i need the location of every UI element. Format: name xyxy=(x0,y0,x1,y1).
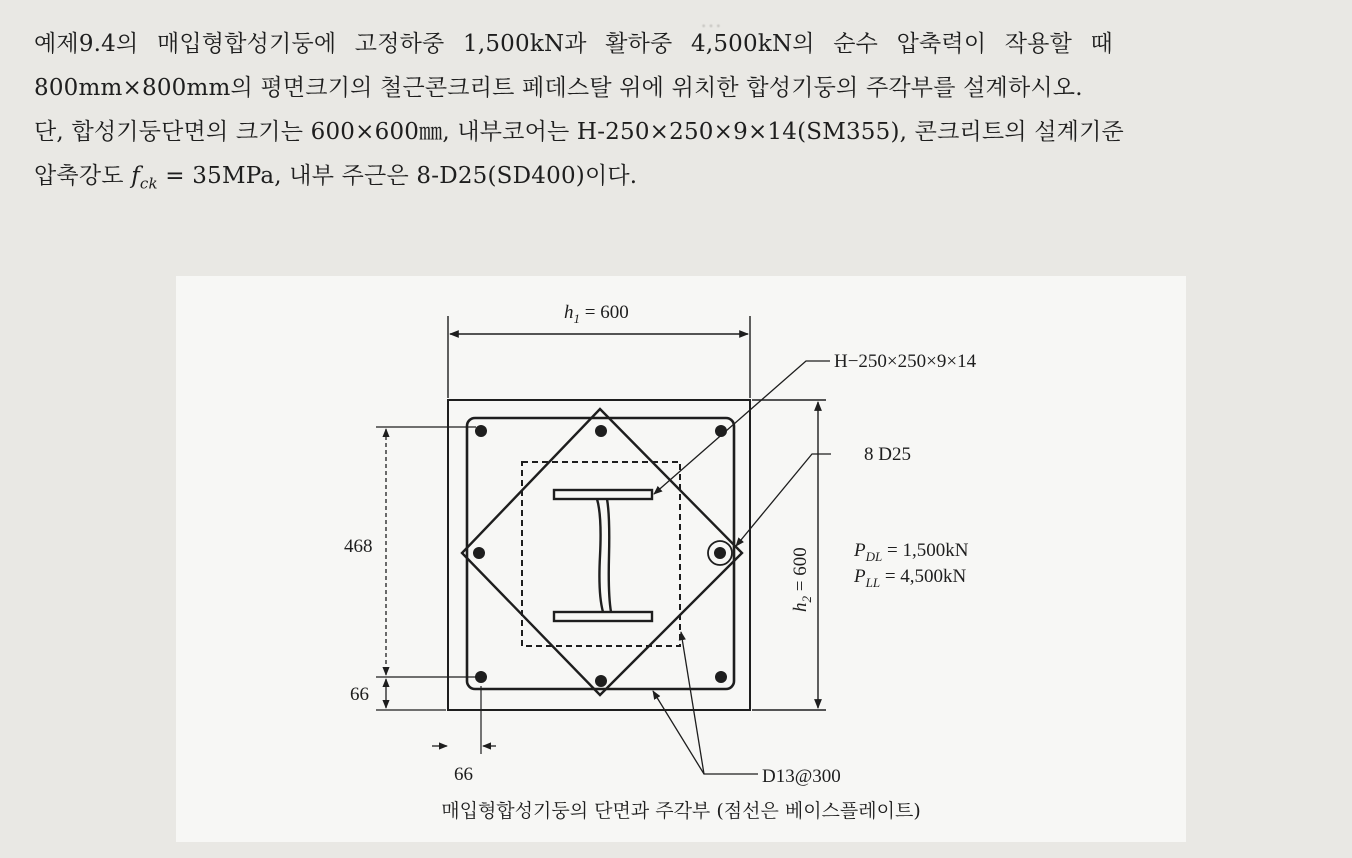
label-h-section: H−250×250×9×14 xyxy=(834,351,977,372)
load-dl-label: $P_{DL} = 1,500kN$ xyxy=(854,540,969,564)
label-ties: D13@300 xyxy=(762,766,841,787)
column-section-drawing xyxy=(176,276,1186,842)
h-section-core xyxy=(554,490,652,621)
rebar xyxy=(475,671,487,683)
dim-h2-label: $h_2 = 600$ xyxy=(790,547,814,612)
dim-66-left-label: 66 xyxy=(350,684,369,705)
rebar xyxy=(595,675,607,687)
show-through-text: … xyxy=(700,8,722,33)
rebar xyxy=(595,425,607,437)
figure-panel xyxy=(176,276,1186,842)
problem-line-1: 예제9.4의 매입형합성기둥에 고정하중 1,500kN과 활하중 4,500kN의 순수 압축력이 작용할 때 xyxy=(34,31,1113,57)
problem-line-3: 단, 합성기둥단면의 크기는 600×600㎜, 내부코어는 H-250×250×9×14(SM355), 콘크리트의 설계기준 xyxy=(34,119,1124,145)
load-ll-label: $P_{LL} = 4,500kN$ xyxy=(854,566,967,590)
line4-prefix: 압축강도 xyxy=(34,163,132,189)
problem-statement xyxy=(34,22,1324,206)
rebar xyxy=(475,425,487,437)
dim-468-label: 468 xyxy=(344,536,373,557)
label-rebar: 8 D25 xyxy=(864,444,911,465)
dim-h1-label: $h_1 = 600$ xyxy=(564,302,629,326)
figure-caption: 매입형합성기둥의 단면과 주각부 (점선은 베이스플레이트) xyxy=(441,800,921,822)
problem-line-2: 800mm×800mm의 평면크기의 철근콘크리트 페데스탈 위에 위치한 합성기둥의 주각부를 설계하시오. xyxy=(34,75,1083,101)
rebar xyxy=(473,547,485,559)
rebar xyxy=(714,547,726,559)
dim-66-bottom-label: 66 xyxy=(454,764,473,785)
problem-line-4 xyxy=(34,154,1324,206)
diamond-tie xyxy=(462,409,742,695)
fck-symbol: $f_{ck}$ xyxy=(131,163,158,193)
rebar xyxy=(715,671,727,683)
line4-suffix: = 35MPa, 내부 주근은 8-D25(SD400)이다. xyxy=(157,163,638,189)
